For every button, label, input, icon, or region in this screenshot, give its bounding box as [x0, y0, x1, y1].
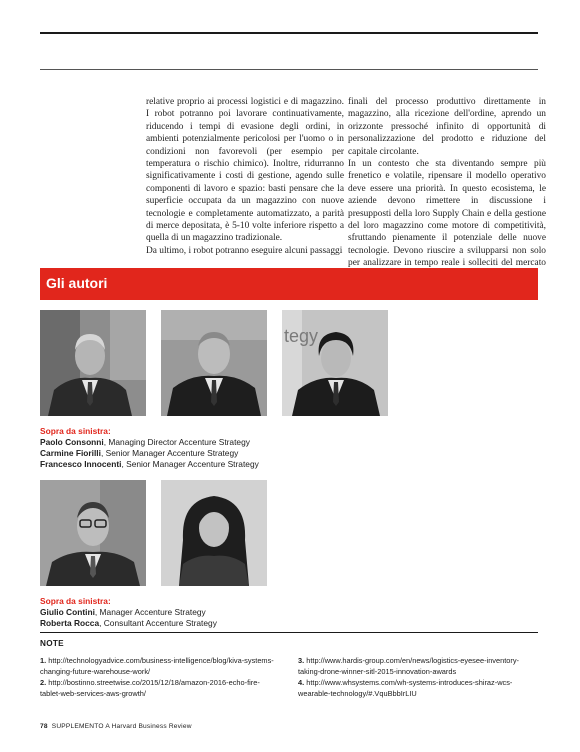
page-footer	[40, 723, 192, 730]
authors-caption-2	[40, 596, 217, 629]
caption-line	[40, 437, 259, 448]
author-photo-rocca	[161, 480, 267, 586]
author-photo-fiorilli	[161, 310, 267, 416]
caption-line	[40, 607, 217, 618]
author-photo-contini	[40, 480, 146, 586]
notes-column-right	[298, 655, 538, 699]
author-name: Carmine Fiorilli	[40, 448, 101, 458]
authors-caption-1	[40, 426, 259, 470]
author-role: , Senior Manager Accenture Strategy	[100, 448, 239, 458]
author-name: Francesco Innocenti	[40, 459, 122, 469]
caption-line	[40, 618, 217, 629]
note-number: 2.	[40, 678, 47, 687]
note-link[interactable]: http://bostinno.streetwise.co/2015/12/18/amazon-2016-echo-fire-tablet-web-services-aws-growth/	[40, 678, 260, 698]
notes-rule	[40, 632, 538, 633]
caption-line	[40, 448, 259, 459]
page-number: 78	[40, 723, 48, 730]
author-photo-innocenti	[282, 310, 388, 416]
note-number: 3.	[298, 656, 305, 665]
author-photo-consonni	[40, 310, 146, 416]
notes-title: NOTE	[40, 639, 64, 648]
body-paragraph: relative proprio ai processi logistici e di magazzino. I robot potranno poi lavorare continuativamente, riducendo i tempi di evasione degli ordini, in ambienti potenzialmente pericolosi per l'uomo o in condizioni non favorevoli (per esempio per temperatura o rischio chimico). Inoltre, ridurranno significativamente i costi di gestione, agendo sulle componenti di lavoro e spazio: basti pensare che la superficie occupata da un magazzino con nuove tecnologie e completamente automatizzato, a parità di merce depositata, è 5-10 volte inferiore rispetto a quella di un magazzino tradizionale.	[146, 97, 344, 244]
caption-heading: Sopra da sinistra:	[40, 596, 111, 606]
header-rule	[40, 69, 538, 70]
note-link[interactable]: http://technologyadvice.com/business-intelligence/blog/kiva-systems-changing-future-warehouse-work/	[40, 656, 274, 676]
body-column-left	[146, 96, 344, 257]
authors-banner	[40, 268, 538, 300]
note-number: 1.	[40, 656, 47, 665]
photo-background-text: tegy	[284, 326, 319, 346]
note-item	[298, 655, 538, 677]
author-role: , Consultant Accenture Strategy	[99, 618, 217, 628]
note-link[interactable]: http://www.whsystems.com/wh-systems-introduces-shiraz-wcs-wearable-technology/#.VquBbbIrLIU	[298, 678, 513, 698]
author-name: Paolo Consonni	[40, 437, 104, 447]
body-paragraph: In un contesto che sta diventando sempre più frenetico e volatile, ripensare il modello operativo deve essere una priorità. In questo ecosistema, le aziende devono rimettere in discussione i presupposti della loro Supply Chain e della gestione del loro magazzino come motore di competitività, sfruttando pienamente il potenziale delle nuove tecnologie. Devono riuscire a svilupparsi non solo per analizzare in tempo reale i solleciti del mercato	[348, 159, 546, 269]
authors-title: Gli autori	[46, 275, 108, 291]
note-item	[40, 677, 280, 699]
author-name: Roberta Rocca	[40, 618, 100, 628]
note-item	[40, 655, 280, 677]
author-role: , Senior Manager Accenture Strategy	[121, 459, 259, 469]
note-item	[298, 677, 538, 699]
top-rule	[40, 32, 538, 34]
notes-column-left	[40, 655, 280, 699]
note-link[interactable]: http://www.hardis-group.com/en/news/logistics-eyesee-inventory-taking-drone-winner-sitl-2015-innovation-awards	[298, 656, 520, 676]
author-role: , Managing Director Accenture Strategy	[103, 437, 250, 447]
note-number: 4.	[298, 678, 305, 687]
author-role: , Manager Accenture Strategy	[94, 607, 206, 617]
body-paragraph: Da ultimo, i robot potranno eseguire alcuni passaggi	[146, 245, 343, 256]
caption-heading: Sopra da sinistra:	[40, 426, 111, 436]
body-paragraph: finali del processo produttivo direttamente in magazzino, alla ricezione dell'ordine, aprendo un orizzonte pressoché infinito di opportunità di personalizzazione del prodotto e riduzione del capitale circolante.	[348, 97, 546, 157]
caption-line	[40, 459, 259, 470]
publication-name: SUPPLEMENTO A Harvard Business Review	[51, 723, 192, 730]
body-column-right	[348, 96, 546, 282]
author-name: Giulio Contini	[40, 607, 95, 617]
